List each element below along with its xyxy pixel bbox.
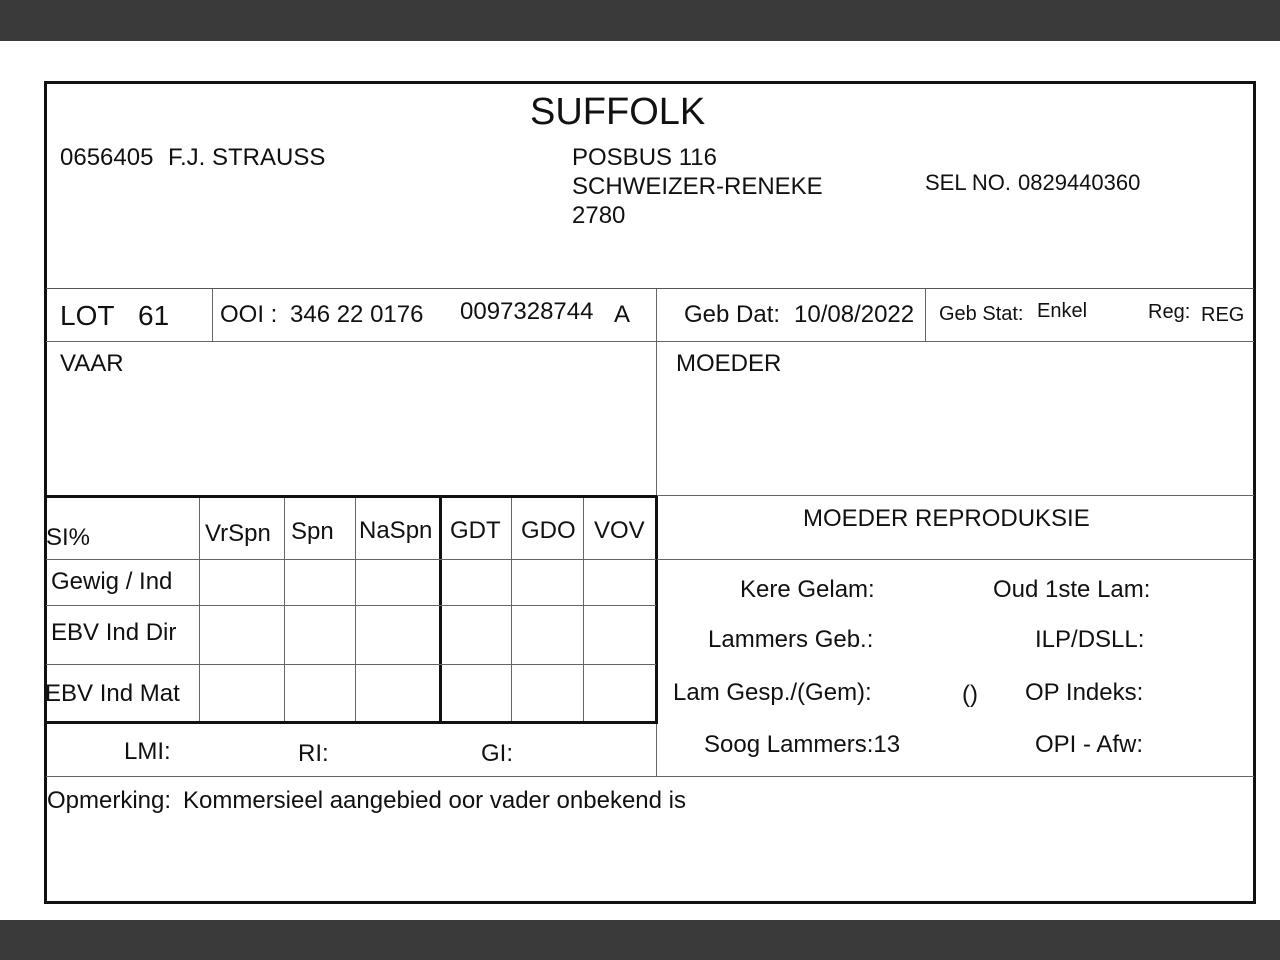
contact-number: 0829440360: [1018, 170, 1141, 195]
address-line1: POSBUS 116: [572, 144, 717, 171]
divider: [212, 289, 213, 341]
trait-header: Spn: [291, 518, 334, 545]
lam-gesp-paren: (): [962, 681, 978, 708]
si-percent-label: SI%: [46, 524, 91, 551]
gi-label: GI:: [481, 740, 514, 767]
oud-1ste-lam-label: Oud 1ste Lam:: [993, 576, 1151, 603]
lammers-geb-label: Lammers Geb.:: [708, 626, 874, 653]
remarks-label: Opmerking:: [47, 787, 172, 814]
trait-header: GDO: [521, 517, 576, 544]
birth-date-label: Geb Dat:: [684, 301, 781, 328]
sire-label: VAAR: [60, 350, 124, 377]
traits-table-right: [655, 495, 658, 724]
divider: [657, 559, 1254, 560]
divider: [46, 664, 656, 665]
divider: [925, 289, 926, 341]
trait-header: VrSpn: [205, 520, 271, 547]
trait-row-label: Gewig / Ind: [51, 568, 173, 595]
kere-gelam-label: Kere Gelam:: [740, 576, 875, 603]
address-line2: SCHWEIZER-RENEKE: [572, 173, 823, 200]
animal-tag: 0097328744: [460, 298, 594, 325]
ooi-id: 346 22 0176: [290, 301, 424, 328]
divider: [355, 498, 356, 721]
animal-grade: A: [614, 301, 631, 328]
lot-label: LOT: [60, 300, 115, 331]
address-postcode: 2780: [572, 202, 626, 229]
divider: [46, 288, 1254, 289]
bottom-dark-bar: [0, 920, 1280, 960]
divider: [284, 498, 285, 721]
owner-code: 0656405: [60, 144, 154, 171]
op-indeks-label: OP Indeks:: [1025, 679, 1144, 706]
divider: [511, 498, 512, 721]
trait-header: VOV: [594, 517, 645, 544]
lot-number: 61: [138, 300, 170, 331]
contact-label: SEL NO.: [925, 170, 1011, 195]
opi-afw-label: OPI - Afw:: [1035, 731, 1144, 758]
owner-name: F.J. STRAUSS: [168, 144, 326, 171]
divider: [46, 605, 656, 606]
top-dark-bar: [0, 0, 1280, 41]
ilp-dsll-label: ILP/DSLL:: [1035, 626, 1145, 653]
reg-label: Reg:: [1148, 301, 1191, 323]
breed-title: SUFFOLK: [530, 91, 706, 133]
ooi-label: OOI :: [220, 301, 278, 328]
divider: [46, 776, 1254, 777]
traits-table-top: [44, 495, 658, 498]
ri-label: RI:: [298, 740, 329, 767]
remarks-text: Kommersieel aangebied oor vader onbekend is: [183, 787, 686, 814]
trait-row-label: EBV Ind Mat: [45, 680, 180, 707]
dam-label: MOEDER: [676, 350, 782, 377]
birth-date: 10/08/2022: [794, 301, 915, 328]
soog-lammers: Soog Lammers:13: [704, 731, 901, 758]
lmi-label: LMI:: [124, 738, 171, 765]
divider: [583, 498, 584, 721]
divider: [46, 341, 1254, 342]
trait-row-label: EBV Ind Dir: [51, 619, 177, 646]
lam-gesp-label: Lam Gesp./(Gem):: [673, 679, 872, 706]
trait-header: NaSpn: [359, 517, 433, 544]
reproduction-title: MOEDER REPRODUKSIE: [803, 505, 1090, 532]
trait-header: GDT: [450, 517, 501, 544]
birth-status-label: Geb Stat:: [939, 303, 1024, 325]
traits-table-divider: [439, 495, 442, 724]
divider: [46, 559, 656, 560]
reg-value: REG: [1201, 304, 1245, 326]
divider: [199, 498, 200, 721]
sale-card: [44, 81, 1256, 904]
birth-status: Enkel: [1037, 300, 1088, 322]
traits-table-bottom: [44, 721, 658, 724]
divider: [657, 495, 1254, 496]
